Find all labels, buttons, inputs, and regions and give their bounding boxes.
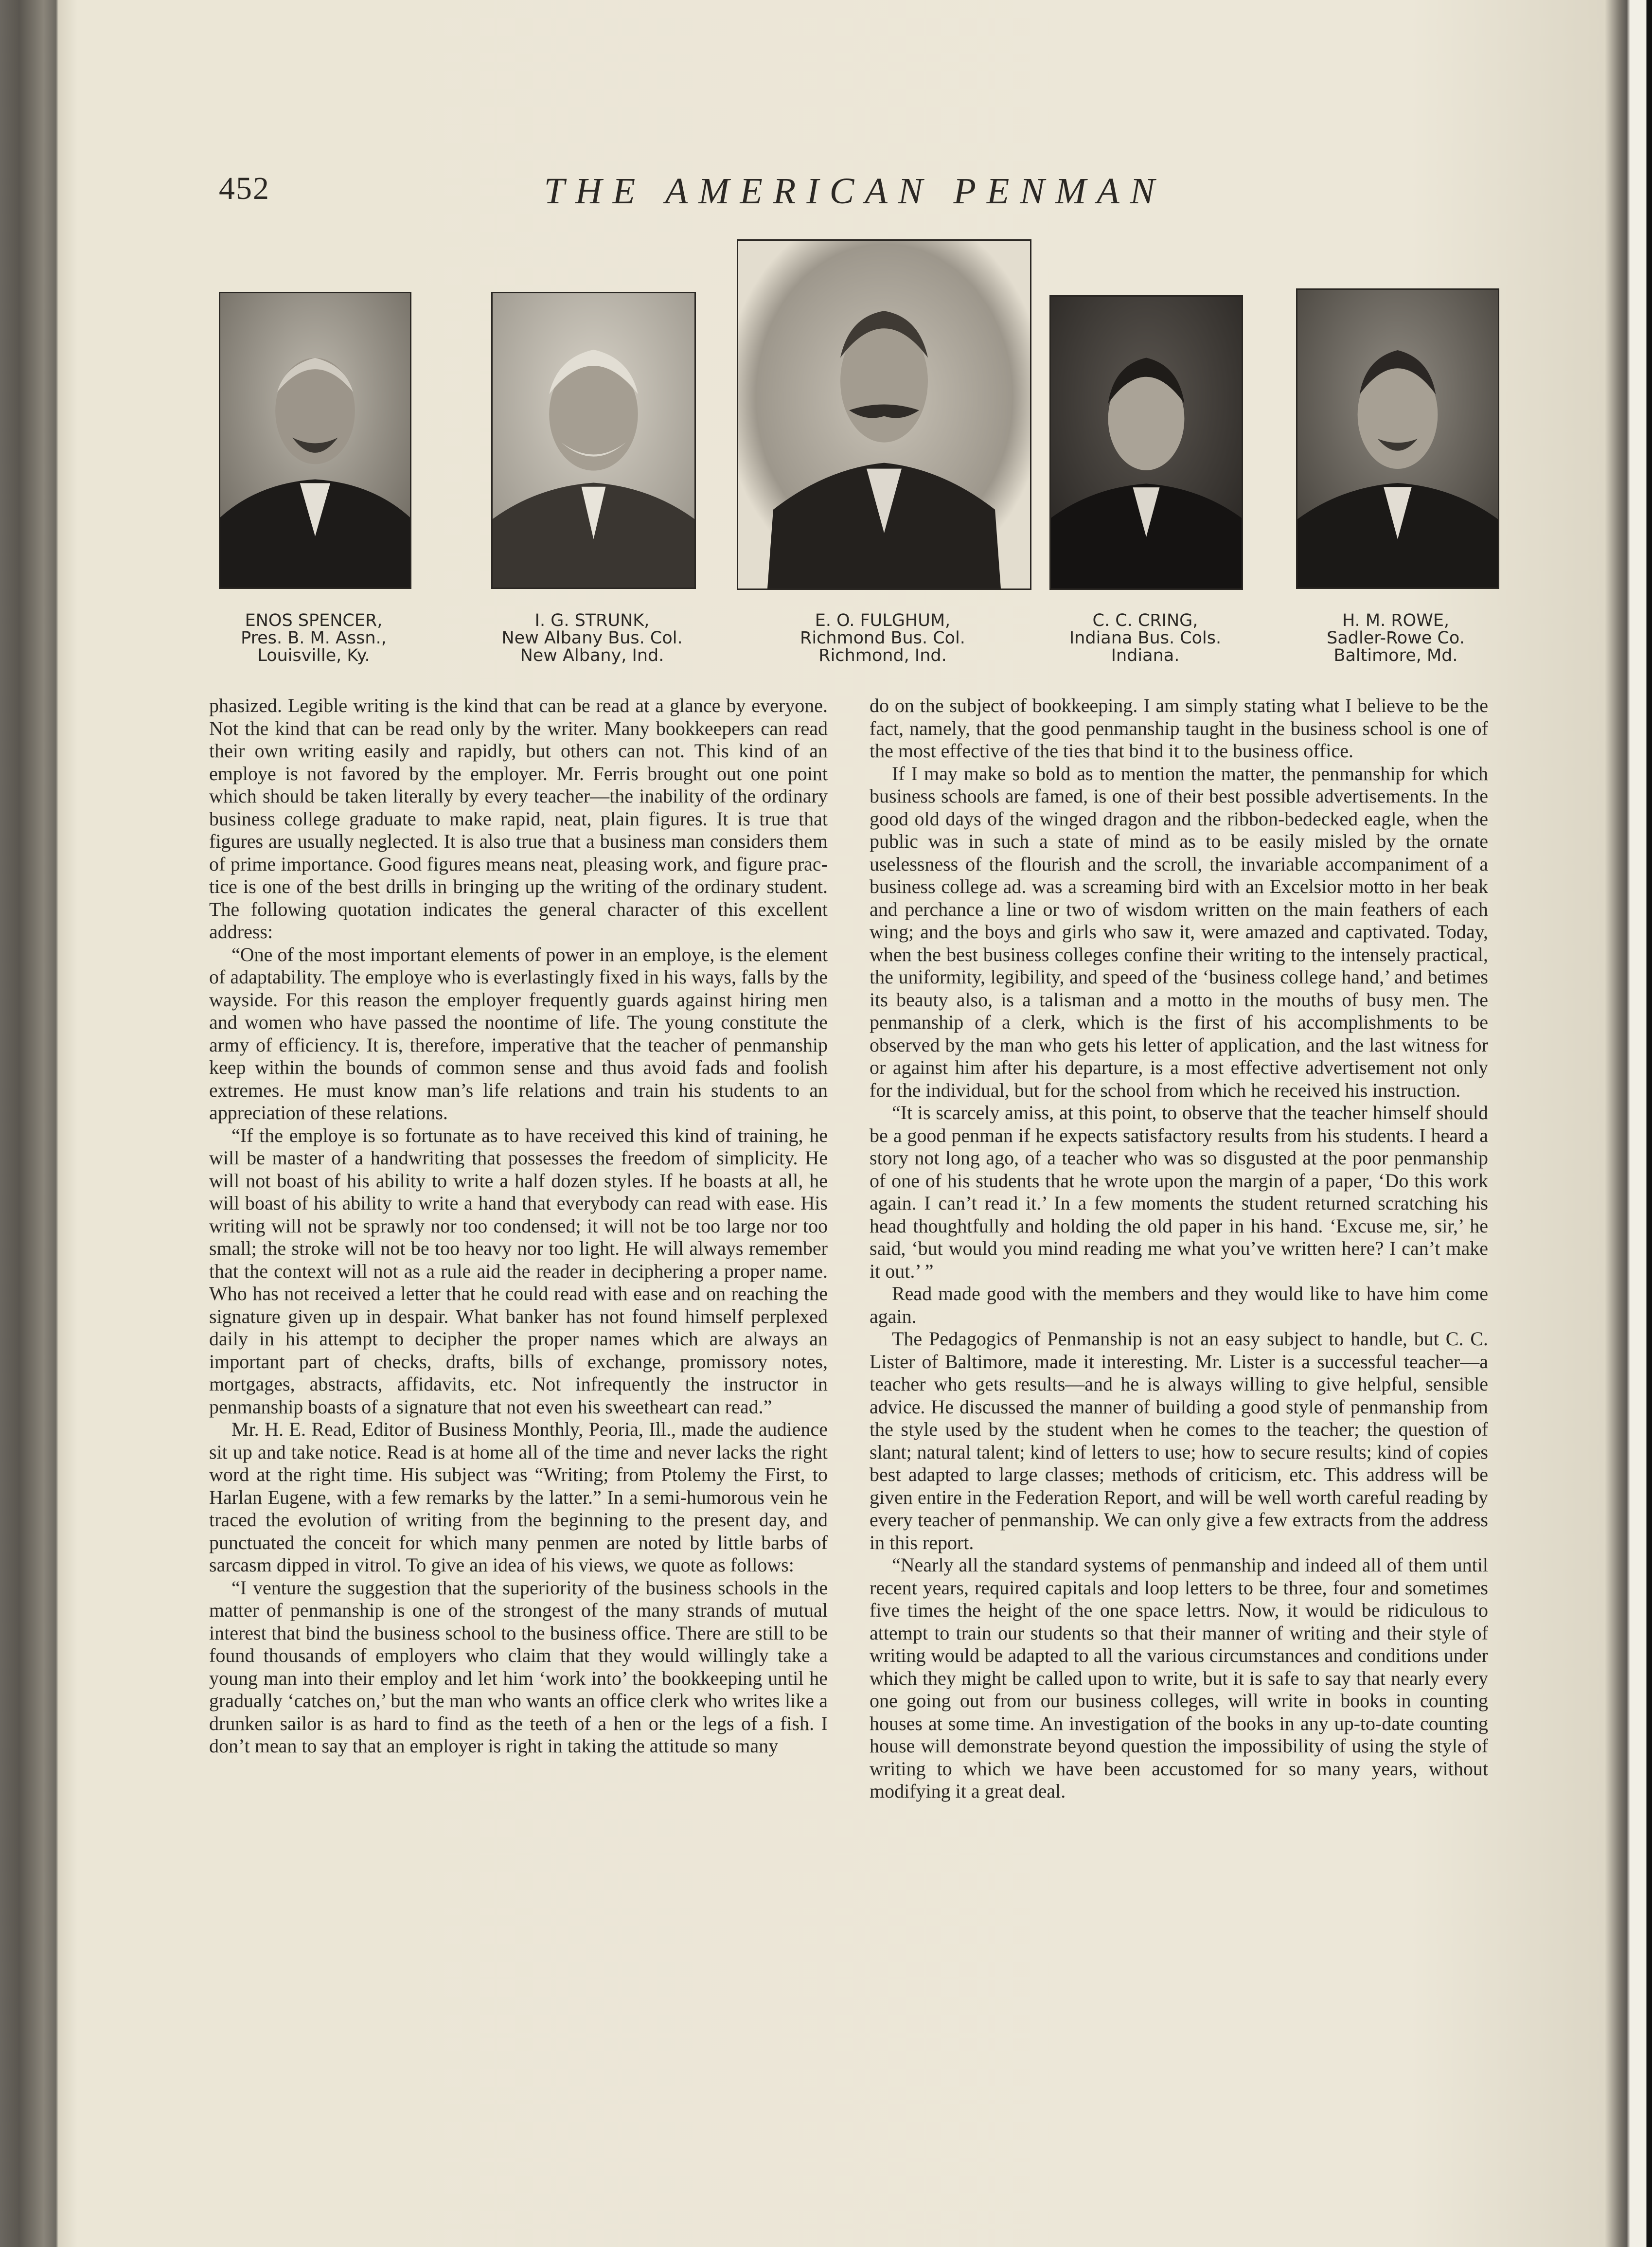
caption-location: Baltimore, Md. xyxy=(1333,646,1458,665)
paragraph: “I venture the suggestion that the superiority of the business schools in the matter of penmanship is one of the strongest of the many strands of mutual interest that bind the business school to the business office. There are still to be found thousands of employers who claim that they would willingly take a young man into their employ and let him ‘work into’ the bookkeeping until he gradually ‘catches on,’ but the man who wants an office clerk who writes like a drunken sailor is as hard to find as the teeth of a hen or the legs of a fish. I don’t mean to say that an employer is right in taking the attitude so many xyxy=(209,1576,828,1757)
caption-title: Sadler-Rowe Co. xyxy=(1327,628,1465,648)
caption-name: C. C. CRING, xyxy=(1092,611,1198,630)
portrait-photo-cring xyxy=(1049,295,1243,590)
caption-title: Indiana Bus. Cols. xyxy=(1069,628,1222,648)
paragraph: do on the subject of bookkeeping. I am simply stating what I believe to be the fact, namely, that the good penmanship taught in the business school is one of the most effective of the ties that bind it to the business office. xyxy=(870,695,1488,762)
paragraph: Read made good with the members and they would like to have him come again. xyxy=(870,1283,1488,1327)
caption-location: Indiana. xyxy=(1111,646,1180,665)
caption-title: Pres. B. M. Assn., xyxy=(241,628,387,648)
article-column-left xyxy=(209,695,828,1758)
caption-name: ENOS SPENCER, xyxy=(245,611,383,630)
portrait-caption-cring xyxy=(1026,612,1264,664)
article-column-right xyxy=(870,695,1488,1803)
paragraph: “It is scarcely amiss, at this point, to observe that the teacher himself should be a good penman if he expects satisfactory results from his students. I heard a story not long ago, of a teacher who was so disgusted at the poor penmanship of one of his students that he wrote upon the margin of a paper, ‘Do this work again. I can’t read it.’ In a few moments the student returned scratching his head thoughtfully and holding the old paper in his hand. ‘Excuse me, sir,’ he said, ‘but would you mind reading me what you’ve written here? I can’t make it out.’ ” xyxy=(870,1102,1488,1282)
portrait-caption-spencer xyxy=(219,612,409,664)
paragraph: “Nearly all the standard systems of penmanship and indeed all of them until recent years, required capitals and loop letters to be three, four and sometimes five times the height of the one space lettrs. Now, it would be ridiculous to attempt to train our students so that their manner of writing and their style of writing would be adapted to all the various circumstances and conditions under which they might be called upon to write, but it is safe to say that nearly every one going out from our business colleges, will write in books in counting houses at some time. An investigation of the books in any up-to-date counting house will demonstrate beyond question the impossibility of using the style of writing to which we have been accustomed for so many years, without modifying it a great deal. xyxy=(870,1554,1488,1802)
caption-name: E. O. FULGHUM, xyxy=(815,611,951,630)
caption-location: New Albany, Ind. xyxy=(520,646,664,665)
journal-title: THE AMERICAN PENMAN xyxy=(544,171,1166,212)
caption-name: I. G. STRUNK, xyxy=(534,611,650,630)
page-number: 452 xyxy=(219,171,270,206)
portrait-photo-rowe xyxy=(1296,288,1499,589)
paragraph: The Pedagogics of Penmanship is not an easy subject to handle, but C. C. Lister of Baltimore, made it interesting. Mr. Lister is a successful teacher—a teacher who gets results—and he is always willing to give helpful, sensible advice. He discussed the manner of building a good style of penmanship from the style used by the student when he comes to the teacher; the question of slant; natural talent; kind of letters to use; how to secure results; kind of copies best adapted to large classes; methods of criticism, etc. This address will be given entire in the Federation Report, and will be well worth careful reading by every teacher of penmanship. We can only give a few extracts from the address in this report. xyxy=(870,1328,1488,1553)
portrait-caption-rowe xyxy=(1274,612,1517,664)
paragraph: If I may make so bold as to mention the matter, the penmanship for which business schools are famed, is one of their best possible advertisements. In the good old days of the winged dragon and the ribbon-bedecked eagle, when the public was in such a state of mind as to be easily misled by the ornate uselessness of the flourish and the scroll, the invariable accompaniment of a business college ad. was a screaming bird with an Excelsior motto in her beak and perchance a line or two of wisdom written on the main feathers of each wing; and the boys and girls who saw it, were amazed and captivated. Today, when the best business colleges confine their writing to the intensely practical, the uniformity, legibility, and speed of the ‘business college hand,’ and betimes its beauty also, is a talisman and a motto in the mouths of busy men. The penmanship of a clerk, which is the first of his accomplishments to be observed by the man who gets his letter of application, and the last witness for or against him after his departure, is a most effective advertisement not only for the individual, but for the school from which he received his instruction. xyxy=(870,762,1488,1101)
portrait-photo-fulghum xyxy=(737,239,1031,590)
portrait-photo-spencer xyxy=(219,292,411,589)
caption-title: New Albany Bus. Col. xyxy=(501,628,683,648)
caption-location: Louisville, Ky. xyxy=(257,646,370,665)
paragraph: “If the employe is so fortunate as to have received this kind of training, he will be master of a handwriting that possesses the freedom of simplicity. He will not boast of his ability to write a half dozen styles. If he boasts at all, he will boast of his ability to write a hand that everybody can read with ease. His writing will not be sprawly nor too condensed; it will not be too large nor too small; the stroke will not be too heavy nor too light. He will always remember that the context will not as a rule aid the reader in deciphering a proper name. Who has not received a letter that he could read with ease and on reaching the signature given up in despair. What banker has not found himself perplexed daily in his attempt to decipher the proper names which are always an important part of checks, drafts, bills of exchange, promissory notes, mortgages, abstracts, affidavits, etc. Not infrequently the instructor in penmanship boasts of a signature that not even his sweetheart can read.” xyxy=(209,1124,828,1418)
portrait-caption-strunk xyxy=(484,612,700,664)
running-head xyxy=(58,170,1622,224)
portrait-photo-strunk xyxy=(491,292,696,589)
journal-page xyxy=(58,0,1622,2247)
paragraph: “One of the most important elements of power in an employe, is the element of adaptability. The employe who is everlastingly fixed in his ways, falls by the wayside. For this reason the employer frequently guards against hiring men and women who have passed the noontime of life. The young constitute the army of efficiency. It is, therefore, imperative that the teacher of penmanship keep within the bounds of common sense and thus avoid fads and foolish extremes. He must know man’s life relations and train his students to an appreciation of these relations. xyxy=(209,943,828,1124)
caption-location: Richmond, Ind. xyxy=(818,646,947,665)
portrait-caption-fulghum xyxy=(771,612,995,664)
caption-title: Richmond Bus. Col. xyxy=(800,628,965,648)
caption-name: H. M. ROWE, xyxy=(1342,611,1450,630)
paragraph: Mr. H. E. Read, Editor of Business Monthly, Peoria, Ill., made the audience sit up and take notice. Read is at home all of the time and never lacks the right word at the right time. His subject was “Writing; from Ptolemy the First, to Harlan Eugene, with a few remarks by the latter.” In a semi-humorous vein he traced the evolution of writing from the beginning to the present day, and punctuated the conceit for which many penmen are noted by little barbs of sarcasm dipped in vitrol. To give an idea of his views, we quote as follows: xyxy=(209,1418,828,1576)
paragraph: phasized. Legible writing is the kind that can be read at a glance by everyone. Not the kind that can be read only by the writer. Many bookkeepers can read their own writing easily and rapidly, but others can not. This kind of an employe is not favored by the employer. Mr. Ferris brought out one point which should be taken literally by every teacher—the inability of the ordinary business college graduate to make rapid, neat, plain figures. It is true that figures are usually neglected. It is also true that a business man considers them of prime importance. Good figures means neat, pleasing work, and figure practice is one of the best drills in bringing up the writing of the ordinary student. The following quotation indicates the general character of this excellent address: xyxy=(209,695,828,943)
